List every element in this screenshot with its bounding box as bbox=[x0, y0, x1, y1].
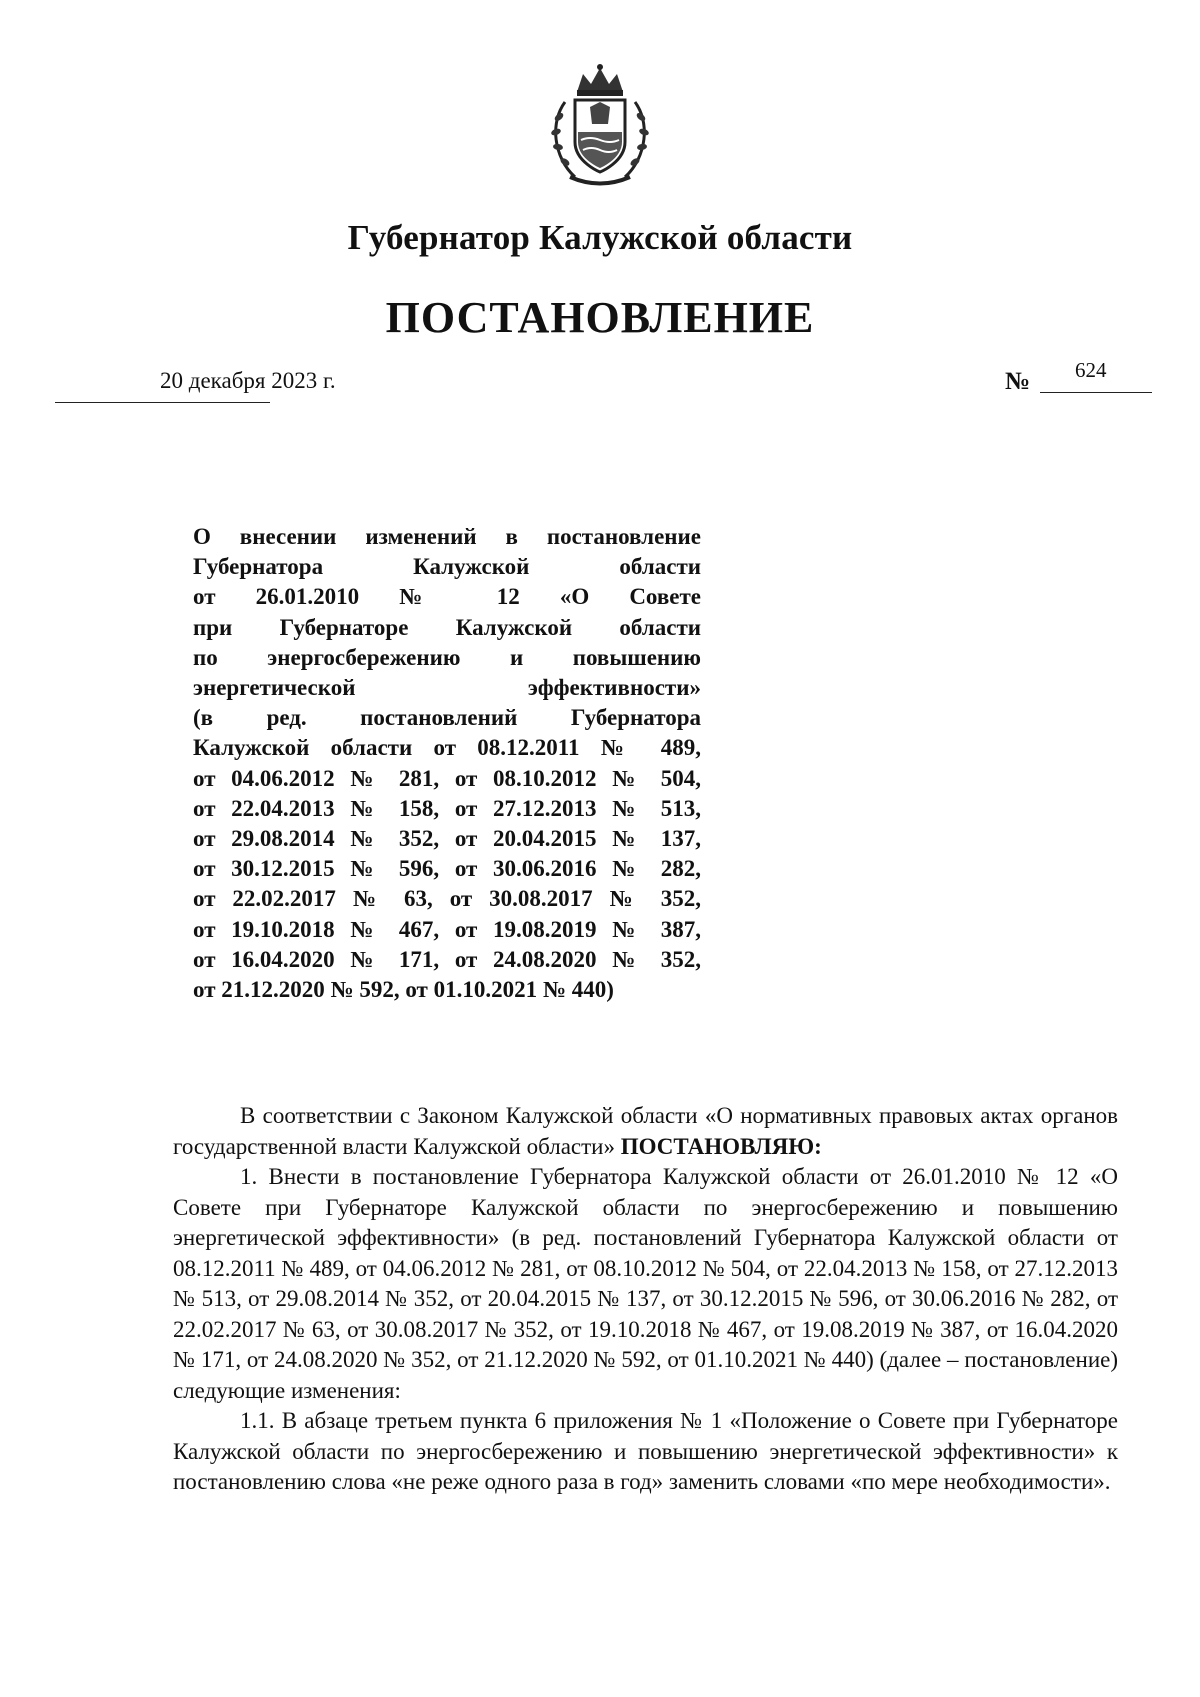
document-date: 20 декабря 2023 г. bbox=[160, 368, 336, 393]
subject-line: от 29.08.2014 № 352, от 20.04.2015 № 137, bbox=[193, 826, 701, 852]
number-sign: № bbox=[1005, 368, 1031, 395]
subject-line: от 26.01.2010 № 12 «О Совете bbox=[193, 584, 701, 610]
document-subject bbox=[193, 522, 701, 1005]
item-1-paragraph: 1. Внести в постановление Губернатора Калужской области от 26.01.2010 № 12 «О Совете при Губернаторе Калужской области по энергосбережению и повышению энергетической эффективности» (в ред. постановлений Губернатора Калужской области от 08.12.2011 № 489, от 04.06.2012 № 281, от 08.10.2012 № 504, от 22.04.2013 № 158, от 27.12.2013 № 513, от 29.08.2014 № 352, от 20.04.2015 № 137, от 30.12.2015 № 596, от 30.06.2016 № 282, от 22.02.2017 № 63, от 30.08.2017 № 352, от 19.10.2018 № 467, от 19.08.2019 № 387, от 16.04.2020 № 171, от 24.08.2020 № 352, от 21.12.2020 № 592, от 01.10.2021 № 440) (далее – постановление) следующие изменения: bbox=[173, 1164, 1118, 1403]
number-underline bbox=[1040, 392, 1152, 393]
resolve-word: ПОСТАНОВЛЯЮ: bbox=[620, 1133, 822, 1159]
subject-line: от 22.02.2017 № 63, от 30.08.2017 № 352, bbox=[193, 886, 701, 912]
subject-line: от 30.12.2015 № 596, от 30.06.2016 № 282, bbox=[193, 856, 701, 882]
subject-line: от 19.10.2018 № 467, от 19.08.2019 № 387, bbox=[193, 916, 701, 942]
subject-line: энергетической эффективности» bbox=[193, 675, 701, 701]
preamble-text: В соответствии с Законом Калужской области «О нормативных правовых актах органов государственной власти Калужской области» bbox=[173, 1103, 1118, 1159]
subject-line: О внесении изменений в постановление bbox=[193, 524, 701, 549]
subject-line: от 22.04.2013 № 158, от 27.12.2013 № 513, bbox=[193, 795, 701, 821]
document-number: 624 bbox=[1075, 358, 1107, 382]
subject-line: (в ред. постановлений Губернатора bbox=[193, 705, 701, 731]
subject-line: при Губернаторе Калужской области bbox=[193, 614, 701, 640]
subject-line: от 21.12.2020 № 592, от 01.10.2021 № 440) bbox=[193, 977, 614, 1003]
date-underline bbox=[55, 402, 270, 403]
coat-of-arms-emblem bbox=[545, 62, 655, 192]
issuing-authority: Губернатор Калужской области bbox=[347, 218, 853, 257]
subject-line: по энергосбережению и повышению bbox=[193, 644, 701, 670]
subject-line: от 04.06.2012 № 281, от 08.10.2012 № 504, bbox=[193, 765, 701, 791]
subject-line: Губернатора Калужской области bbox=[193, 554, 701, 580]
item-1-1-paragraph: 1.1. В абзаце третьем пункта 6 приложения № 1 «Положение о Совете при Губернаторе Калужской области по энергосбережению и повышению энергетической эффективности» к постановлению слова «не реже одного раза в год» заменить словами «по мере необходимости». bbox=[173, 1408, 1118, 1494]
document-body bbox=[173, 1101, 1118, 1498]
document-type-title: ПОСТАНОВЛЕНИЕ bbox=[385, 293, 815, 342]
preamble-paragraph bbox=[173, 1101, 1118, 1162]
subject-line: от 16.04.2020 № 171, от 24.08.2020 № 352, bbox=[193, 946, 701, 972]
subject-line: Калужской области от 08.12.2011 № 489, bbox=[193, 735, 701, 761]
